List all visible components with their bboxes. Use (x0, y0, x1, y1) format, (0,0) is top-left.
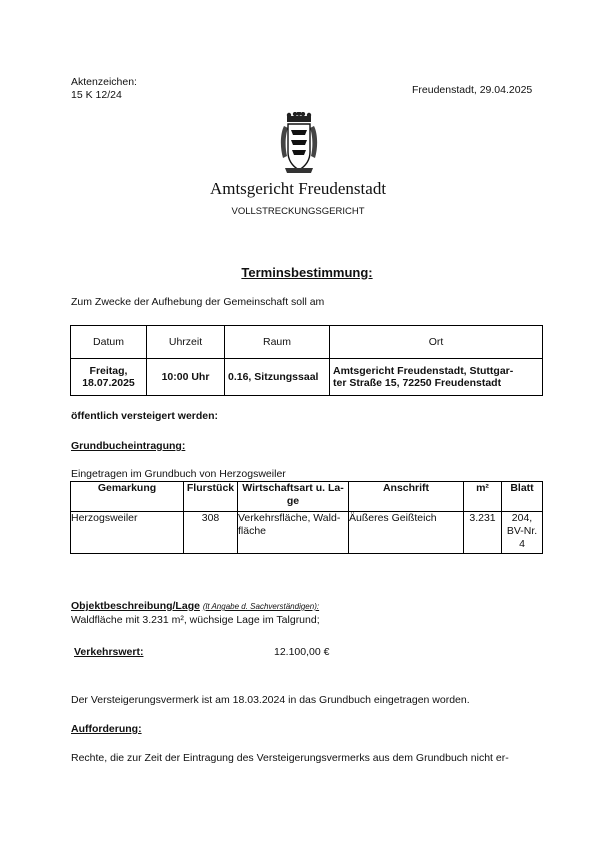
termin-table (70, 325, 543, 396)
aktenzeichen-block (71, 76, 137, 102)
header-line: ge (286, 495, 300, 507)
grundbuch-heading: Grundbucheintragung: (71, 440, 186, 452)
cell-line: 204, (511, 512, 533, 524)
cell-anschrift: Äußeres Geißteich (349, 512, 464, 554)
verkehrswert-value: 12.100,00 € (274, 646, 330, 658)
header-gemarkung: Gemarkung (71, 482, 184, 512)
cell-wirtschaftsart (238, 512, 349, 554)
cell-line: fläche (238, 525, 267, 537)
page-title: Terminsbestimmung: (241, 265, 373, 280)
place-date: Freudenstadt, 29.04.2025 (412, 84, 533, 96)
objekt-note: (lt Angabe d. Sachverständigen): (202, 602, 320, 611)
table-row (71, 326, 543, 359)
verkehrswert-label: Verkehrswert: (74, 646, 144, 658)
ort-line: Amtsgericht Freudenstadt, Stuttgar- (333, 365, 514, 377)
aktenzeichen-value: 15 K 12/24 (71, 89, 122, 101)
cell-flurstueck: 308 (184, 512, 238, 554)
grundbuch-table (70, 481, 543, 554)
datum-line: 18.07.2025 (82, 377, 135, 389)
table-row (71, 512, 543, 554)
aktenzeichen-label: Aktenzeichen: (71, 76, 137, 88)
cell-line: 4 (519, 538, 525, 550)
table-row (71, 359, 543, 396)
court-name: Amtsgericht Freudenstadt (209, 179, 387, 198)
header-flurstueck: Flurstück (184, 482, 238, 512)
header-blatt: Blatt (502, 482, 543, 512)
objekt-text: Waldfläche mit 3.231 m², wüchsige Lage im Talgrund; (71, 614, 320, 626)
objekt-heading-line (71, 600, 319, 612)
cell-uhrzeit: 10:00 Uhr (147, 359, 225, 396)
cell-blatt (502, 512, 543, 554)
cell-m2: 3.231 (464, 512, 502, 554)
grundbuch-intro: Eingetragen im Grundbuch von Herzogsweiler (71, 468, 286, 480)
vermerk-text: Der Versteigerungsvermerk ist am 18.03.2024 in das Grundbuch eingetragen worden. (71, 694, 470, 706)
datum-line: Freitag, (89, 365, 128, 377)
aufforderung-text: Rechte, die zur Zeit der Eintragung des Versteigerungsvermerks aus dem Grundbuch nicht er- (71, 752, 509, 764)
cell-raum: 0.16, Sitzungssaal (225, 359, 330, 396)
header-raum: Raum (225, 326, 330, 359)
header-m2: m² (464, 482, 502, 512)
header-ort: Ort (330, 326, 543, 359)
coat-of-arms-icon (279, 112, 319, 176)
intro-text: Zum Zwecke der Aufhebung der Gemeinschaft soll am (71, 296, 325, 308)
table-row (71, 482, 543, 512)
court-department: VOLLSTRECKUNGSGERICHT (231, 206, 365, 217)
header-wirtschaftsart (238, 482, 349, 512)
cell-datum (71, 359, 147, 396)
cell-line: Verkehrsfläche, Wald- (238, 512, 341, 524)
header-datum: Datum (71, 326, 147, 359)
cell-line: BV-Nr. (506, 525, 538, 537)
header-uhrzeit: Uhrzeit (147, 326, 225, 359)
cell-gemarkung: Herzogsweiler (71, 512, 184, 554)
ort-line: ter Straße 15, 72250 Freudenstadt (333, 377, 502, 389)
cell-ort (330, 359, 543, 396)
header-anschrift: Anschrift (349, 482, 464, 512)
aufforderung-heading: Aufforderung: (71, 723, 142, 735)
objekt-heading: Objektbeschreibung/Lage (71, 600, 200, 612)
versteigert-text: öffentlich versteigert werden: (71, 410, 219, 422)
header-line: Wirtschaftsart u. La- (242, 482, 344, 494)
